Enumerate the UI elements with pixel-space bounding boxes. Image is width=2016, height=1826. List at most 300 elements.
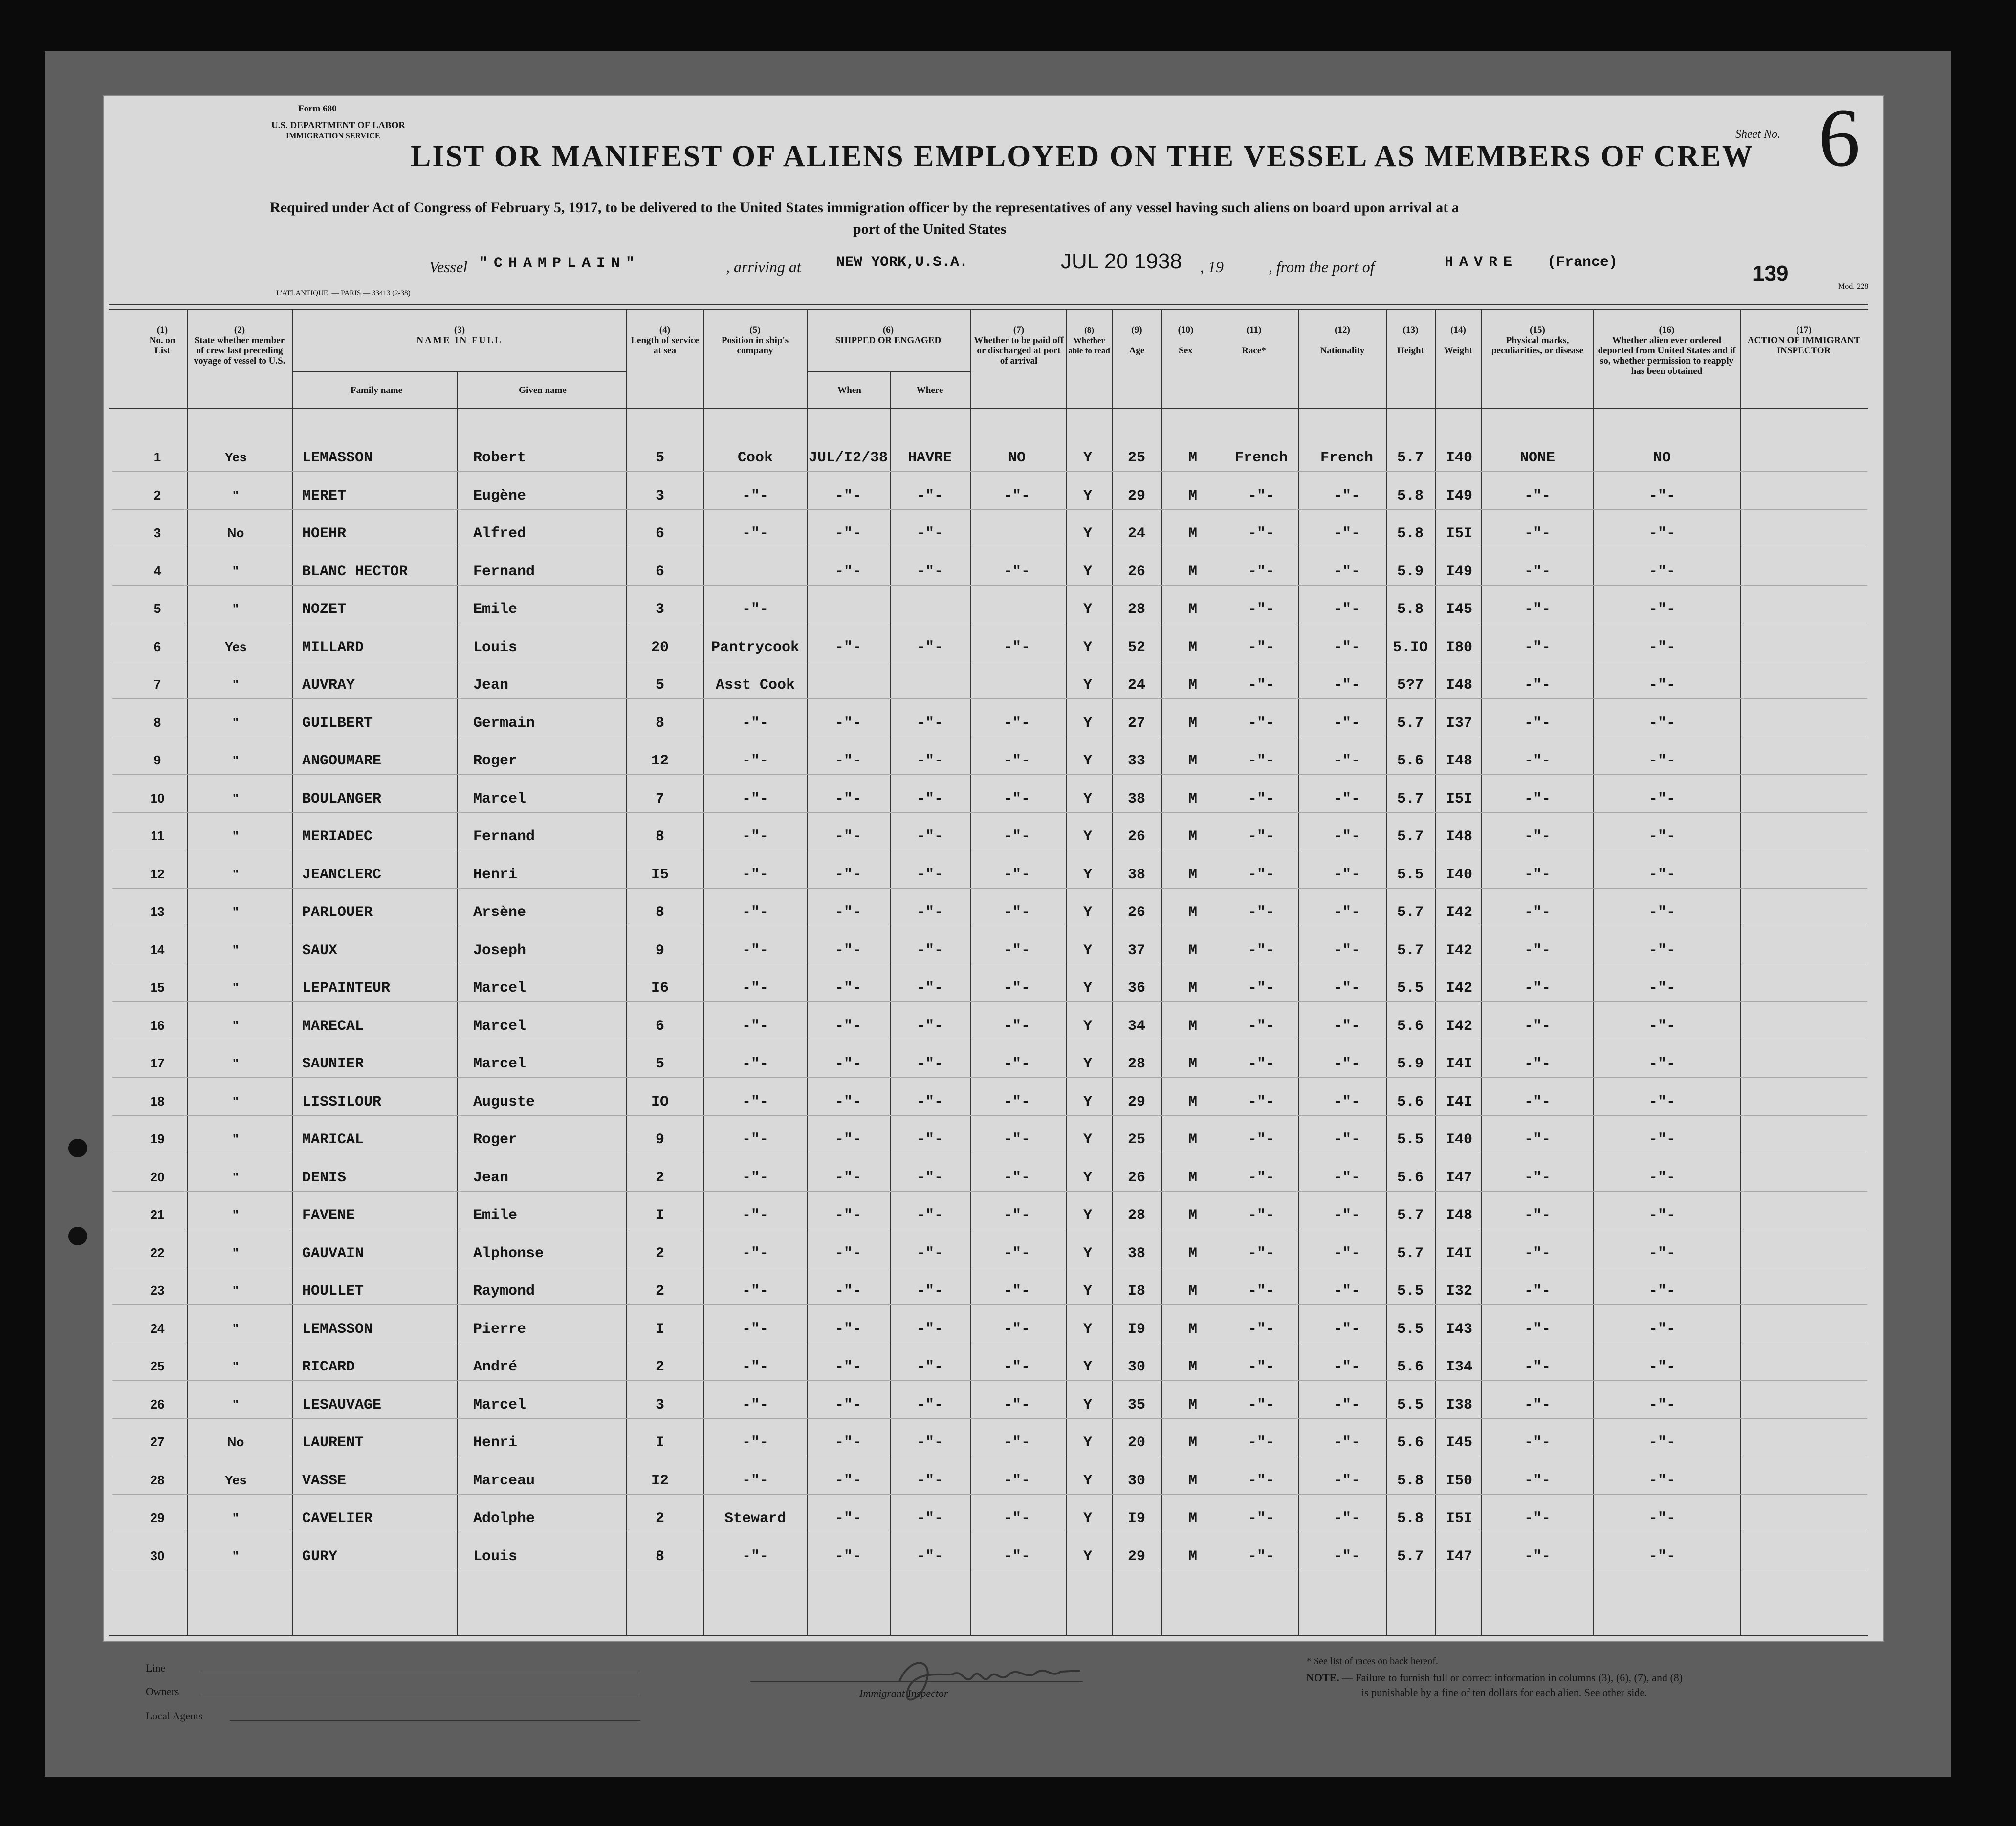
row-number: 8 (153, 715, 161, 730)
race: -"- (1248, 1435, 1275, 1451)
given-name: Jean (473, 677, 509, 694)
family-name: RICARD (302, 1359, 355, 1375)
shipped-where: -"- (916, 1131, 943, 1148)
age: 27 (1127, 715, 1146, 732)
age: 26 (1127, 563, 1146, 580)
row-number: 5 (153, 601, 161, 616)
col-header-17: (17) ACTION OF IMMIGRANT INSPECTOR (1747, 325, 1861, 356)
sex: M (1188, 1056, 1198, 1072)
race: -"- (1248, 715, 1275, 732)
previous-voyage: " (232, 942, 239, 957)
height: 5.6 (1397, 1169, 1424, 1186)
service-length: 8 (655, 904, 665, 921)
physical-marks: -"- (1524, 525, 1551, 542)
row-number: 26 (150, 1396, 165, 1412)
weight: I42 (1446, 942, 1473, 959)
family-name: LEMASSON (302, 1321, 373, 1338)
col-divider (970, 309, 971, 1635)
shipped-where: -"- (916, 980, 943, 997)
race: -"- (1248, 1548, 1275, 1565)
family-name: DENIS (302, 1169, 347, 1186)
paid-off: -"- (1003, 790, 1030, 807)
col-divider (292, 309, 293, 1635)
physical-marks: -"- (1524, 866, 1551, 883)
sex: M (1188, 904, 1198, 921)
given-name: Marcel (473, 980, 526, 997)
sub-rule (292, 371, 626, 372)
previous-voyage: " (232, 1207, 239, 1222)
given-name: Joseph (473, 942, 526, 959)
age: 24 (1127, 677, 1146, 694)
paid-off: -"- (1003, 980, 1030, 997)
height: 5.8 (1397, 1510, 1424, 1527)
deportation-status: -"- (1648, 980, 1676, 997)
col-divider (1481, 309, 1482, 1635)
paid-off: -"- (1003, 487, 1030, 504)
sex: M (1188, 639, 1198, 656)
deportation-status: -"- (1648, 904, 1676, 921)
given-name: Henri (473, 866, 518, 883)
col-divider (1386, 309, 1387, 1635)
deportation-status: -"- (1648, 1359, 1676, 1375)
height: 5.9 (1397, 1056, 1424, 1072)
race: -"- (1248, 790, 1275, 807)
shipped-when: -"- (834, 639, 862, 656)
service-length: 12 (651, 753, 669, 769)
nationality: -"- (1333, 942, 1360, 959)
col-divider (1740, 309, 1741, 1635)
weight: I34 (1446, 1359, 1473, 1375)
position: -"- (742, 1245, 769, 1262)
deportation-status: -"- (1648, 1093, 1676, 1110)
deportation-status: -"- (1648, 639, 1676, 656)
family-name-header: Family name (350, 385, 403, 395)
col-divider (1161, 309, 1162, 1635)
height: 5.5 (1397, 1321, 1424, 1338)
position: -"- (742, 1018, 769, 1035)
shipped-when: -"- (834, 1359, 862, 1375)
service-length: I2 (651, 1472, 669, 1489)
previous-voyage: " (232, 563, 239, 578)
age: 28 (1127, 1207, 1146, 1224)
given-name: Arsène (473, 904, 526, 921)
weight: I40 (1446, 866, 1473, 883)
deportation-status: -"- (1648, 715, 1676, 732)
physical-marks: -"- (1524, 753, 1551, 769)
paid-off: -"- (1003, 1207, 1030, 1224)
race: -"- (1248, 487, 1275, 504)
row-number: 22 (150, 1245, 165, 1260)
shipped-where: -"- (916, 753, 943, 769)
deportation-status: -"- (1648, 677, 1676, 694)
binder-hole (68, 1227, 87, 1245)
weight: I47 (1446, 1548, 1473, 1565)
nationality: -"- (1333, 1396, 1360, 1413)
deportation-status: -"- (1648, 866, 1676, 883)
shipped-where: -"- (916, 866, 943, 883)
previous-voyage: " (232, 1018, 239, 1033)
sex: M (1188, 1283, 1198, 1300)
weight: I42 (1446, 1018, 1473, 1035)
sex: M (1188, 1359, 1198, 1375)
weight: I48 (1446, 753, 1473, 769)
sex: M (1188, 753, 1198, 769)
family-name: MARECAL (302, 1018, 364, 1035)
given-name: Robert (473, 450, 526, 466)
department-name: U.S. DEPARTMENT OF LABOR (271, 120, 405, 130)
previous-voyage: " (232, 1245, 239, 1260)
sex: M (1188, 866, 1198, 883)
paid-off: -"- (1003, 942, 1030, 959)
weight: I4I (1446, 1245, 1473, 1262)
physical-marks: -"- (1524, 1510, 1551, 1527)
given-name: Alphonse (473, 1245, 544, 1262)
nationality: -"- (1333, 753, 1360, 769)
deportation-status: -"- (1648, 790, 1676, 807)
age: 26 (1127, 904, 1146, 921)
row-number: 17 (150, 1056, 165, 1070)
nationality: -"- (1333, 1131, 1360, 1148)
shipped-when: -"- (834, 1510, 862, 1527)
position: -"- (742, 790, 769, 807)
shipped-when: -"- (834, 904, 862, 921)
shipped-when: -"- (834, 790, 862, 807)
col-header-9: (9) Age (1129, 325, 1145, 356)
weight: I42 (1446, 904, 1473, 921)
row-rule (112, 888, 1867, 889)
shipped-when: -"- (834, 1056, 862, 1072)
sex: M (1188, 1472, 1198, 1489)
previous-voyage: " (232, 1510, 239, 1525)
paid-off: -"- (1003, 1093, 1030, 1110)
shipped-where: -"- (916, 1472, 943, 1489)
given-name: Marcel (473, 1056, 526, 1072)
race: -"- (1248, 1056, 1275, 1072)
col-header-1: (1) No. on List (149, 325, 175, 356)
row-number: 23 (150, 1283, 165, 1298)
col-header-13: (13) Height (1397, 325, 1424, 356)
position: -"- (742, 1207, 769, 1224)
row-rule (112, 1001, 1867, 1002)
able-to-read: Y (1083, 1169, 1093, 1186)
table-top-rule (109, 304, 1868, 305)
paid-off: -"- (1003, 715, 1030, 732)
row-number: 16 (150, 1018, 165, 1033)
race: -"- (1248, 1245, 1275, 1262)
age: I8 (1127, 1283, 1146, 1300)
shipped-when: -"- (834, 866, 862, 883)
nationality: -"- (1333, 677, 1360, 694)
position: -"- (742, 1321, 769, 1338)
family-name: LESAUVAGE (302, 1396, 382, 1413)
shipped-when: -"- (834, 828, 862, 845)
row-rule (112, 509, 1867, 510)
family-name: MILLARD (302, 639, 364, 656)
paid-off: -"- (1003, 1396, 1030, 1413)
sex: M (1188, 1321, 1198, 1338)
family-name: AUVRAY (302, 677, 355, 694)
nationality: -"- (1333, 563, 1360, 580)
paid-off: NO (1008, 450, 1026, 466)
sex: M (1188, 942, 1198, 959)
age: 25 (1127, 1131, 1146, 1148)
shipped-where: -"- (916, 1018, 943, 1035)
given-name: Jean (473, 1169, 509, 1186)
paid-off: -"- (1003, 1321, 1030, 1338)
paid-off: -"- (1003, 1056, 1030, 1072)
shipped-when: -"- (834, 980, 862, 997)
col-divider (703, 309, 704, 1635)
position: -"- (742, 525, 769, 542)
sheet-number: 6 (1819, 92, 1860, 184)
able-to-read: Y (1083, 525, 1093, 542)
deportation-status: NO (1653, 450, 1671, 466)
deportation-status: -"- (1648, 1510, 1676, 1527)
physical-marks: -"- (1524, 1396, 1551, 1413)
race: -"- (1248, 1131, 1275, 1148)
family-name: GUILBERT (302, 715, 373, 732)
service-length: 2 (655, 1245, 665, 1262)
weight: I50 (1446, 1472, 1473, 1489)
previous-voyage: " (232, 1283, 239, 1298)
family-name: MERET (302, 487, 347, 504)
service-length: 2 (655, 1283, 665, 1300)
height: 5.7 (1397, 790, 1424, 807)
given-name: Henri (473, 1435, 518, 1451)
physical-marks: -"- (1524, 1435, 1551, 1451)
age: 35 (1127, 1396, 1146, 1413)
col-header-16: (16) Whether alien ever ordered deported from United States and if so, whether permission to reapply has been obtained (1598, 325, 1736, 376)
physical-marks: -"- (1524, 1548, 1551, 1565)
row-rule (112, 1494, 1867, 1495)
physical-marks: -"- (1524, 1283, 1551, 1300)
deportation-status: -"- (1648, 1056, 1676, 1072)
sex: M (1188, 677, 1198, 694)
weight: I4I (1446, 1093, 1473, 1110)
row-number: 19 (150, 1131, 165, 1146)
departure-port: HAVRE (1445, 254, 1518, 271)
printer-imprint: L'ATLANTIQUE. — PARIS — 33413 (2-38) (276, 289, 411, 297)
deportation-status: -"- (1648, 942, 1676, 959)
shipped-when: -"- (834, 1435, 862, 1451)
position: -"- (742, 601, 769, 618)
nationality: -"- (1333, 1548, 1360, 1565)
weight: I5I (1446, 1510, 1473, 1527)
col-header-15: (15) Physical marks, peculiarities, or disease (1491, 325, 1584, 356)
nationality: -"- (1333, 1321, 1360, 1338)
family-name: HOULLET (302, 1283, 364, 1300)
arriving-label: , arriving at (726, 258, 801, 276)
col-divider (1298, 309, 1299, 1635)
able-to-read: Y (1083, 450, 1093, 466)
sex: M (1188, 1093, 1198, 1110)
able-to-read: Y (1083, 487, 1093, 504)
able-to-read: Y (1083, 1396, 1093, 1413)
age: 28 (1127, 601, 1146, 618)
weight: I48 (1446, 677, 1473, 694)
service-length: I (655, 1321, 665, 1338)
previous-voyage: " (232, 1056, 239, 1070)
previous-voyage: " (232, 904, 239, 919)
shipped-when: -"- (834, 1093, 862, 1110)
shipped-where: -"- (916, 715, 943, 732)
shipped-where: -"- (916, 563, 943, 580)
race: -"- (1248, 677, 1275, 694)
shipped-where: -"- (916, 1548, 943, 1565)
height: 5.5 (1397, 1283, 1424, 1300)
deportation-status: -"- (1648, 601, 1676, 618)
paid-off: -"- (1003, 866, 1030, 883)
deportation-status: -"- (1648, 1169, 1676, 1186)
sex: M (1188, 790, 1198, 807)
sex: M (1188, 601, 1198, 618)
age: 30 (1127, 1472, 1146, 1489)
height: 5.7 (1397, 450, 1424, 466)
height: 5.5 (1397, 866, 1424, 883)
inspector-label: Immigrant Inspector (859, 1687, 948, 1699)
given-name: Roger (473, 1131, 518, 1148)
physical-marks: -"- (1524, 639, 1551, 656)
col-header-4: (4) Length of service at sea (631, 325, 699, 356)
position: Asst Cook (715, 677, 795, 694)
family-name: SAUNIER (302, 1056, 364, 1072)
race: -"- (1248, 563, 1275, 580)
able-to-read: Y (1083, 639, 1093, 656)
given-name: Alfred (473, 525, 526, 542)
position: -"- (742, 1435, 769, 1451)
family-name: LISSILOUR (302, 1093, 382, 1110)
deportation-status: -"- (1648, 1435, 1676, 1451)
age: 29 (1127, 1093, 1146, 1110)
height: 5?7 (1397, 677, 1424, 694)
nationality: -"- (1333, 1359, 1360, 1375)
mod-number: Mod. 228 (1838, 283, 1869, 291)
service-name: IMMIGRATION SERVICE (286, 132, 380, 140)
height: 5.IO (1392, 639, 1428, 656)
shipped-where: -"- (916, 942, 943, 959)
family-name: ANGOUMARE (302, 753, 382, 769)
service-length: 9 (655, 942, 665, 959)
position: -"- (742, 828, 769, 845)
deportation-status: -"- (1648, 1131, 1676, 1148)
paid-off: -"- (1003, 1131, 1030, 1148)
from-label: , from the port of (1269, 258, 1375, 276)
race: -"- (1248, 601, 1275, 618)
shipped-when: -"- (834, 1472, 862, 1489)
race: -"- (1248, 1207, 1275, 1224)
position: -"- (742, 1396, 769, 1413)
col-divider (1593, 309, 1594, 1635)
service-length: 7 (655, 790, 665, 807)
col-header-11: (11) Race* (1242, 325, 1266, 356)
weight: I5I (1446, 525, 1473, 542)
height: 5.8 (1397, 487, 1424, 504)
sex: M (1188, 563, 1198, 580)
col-header-3: (3) NAME IN FULL (416, 325, 503, 346)
col-header-6: (6) SHIPPED OR ENGAGED (835, 325, 942, 346)
note-line2: is punishable by a fine of ten dollars for each alien. See other side. (1361, 1686, 1647, 1698)
nationality: -"- (1333, 1245, 1360, 1262)
nationality: -"- (1333, 525, 1360, 542)
shipped-when: -"- (834, 1018, 862, 1035)
physical-marks: -"- (1524, 715, 1551, 732)
shipped-when: -"- (834, 753, 862, 769)
previous-voyage: " (232, 1321, 239, 1336)
row-rule (112, 1304, 1867, 1305)
able-to-read: Y (1083, 1245, 1093, 1262)
previous-voyage: No (227, 1435, 244, 1449)
physical-marks: -"- (1524, 1018, 1551, 1035)
physical-marks: -"- (1524, 563, 1551, 580)
physical-marks: -"- (1524, 942, 1551, 959)
nationality: -"- (1333, 904, 1360, 921)
row-number: 3 (153, 525, 161, 540)
given-name: Marcel (473, 790, 526, 807)
paid-off: -"- (1003, 1018, 1030, 1035)
races-note: * See list of races on back hereof. (1306, 1656, 1438, 1667)
shipped-where: -"- (916, 1510, 943, 1527)
physical-marks: -"- (1524, 1207, 1551, 1224)
family-name: LEPAINTEUR (302, 980, 391, 997)
shipped-where: -"- (916, 1169, 943, 1186)
family-name: BOULANGER (302, 790, 382, 807)
shipped-where: -"- (916, 904, 943, 921)
race: -"- (1248, 942, 1275, 959)
col-divider (807, 309, 808, 1635)
service-length: 3 (655, 1396, 665, 1413)
row-number: 29 (150, 1510, 165, 1525)
position: Steward (724, 1510, 787, 1527)
paid-off: -"- (1003, 1472, 1030, 1489)
nationality: -"- (1333, 639, 1360, 656)
able-to-read: Y (1083, 1283, 1093, 1300)
position: -"- (742, 942, 769, 959)
paid-off: -"- (1003, 904, 1030, 921)
deportation-status: -"- (1648, 1396, 1676, 1413)
binder-hole (68, 1139, 87, 1157)
service-length: 2 (655, 1169, 665, 1186)
height: 5.5 (1397, 1396, 1424, 1413)
row-number: 11 (151, 828, 164, 843)
physical-marks: -"- (1524, 1169, 1551, 1186)
position: -"- (742, 1359, 769, 1375)
paid-off: -"- (1003, 753, 1030, 769)
height: 5.7 (1397, 942, 1424, 959)
physical-marks: -"- (1524, 1472, 1551, 1489)
age: 26 (1127, 1169, 1146, 1186)
nationality: -"- (1333, 866, 1360, 883)
previous-voyage: " (232, 601, 239, 616)
position: -"- (742, 1169, 769, 1186)
shipped-when: -"- (834, 942, 862, 959)
able-to-read: Y (1083, 677, 1093, 694)
physical-marks: -"- (1524, 980, 1551, 997)
able-to-read: Y (1083, 790, 1093, 807)
weight: I49 (1446, 487, 1473, 504)
given-name: Fernand (473, 828, 535, 845)
given-name: Louis (473, 639, 518, 656)
weight: I45 (1446, 601, 1473, 618)
sex: M (1188, 450, 1198, 466)
service-length: 2 (655, 1510, 665, 1527)
family-name: FAVENE (302, 1207, 355, 1224)
previous-voyage: " (232, 1131, 239, 1146)
service-length: 3 (655, 487, 665, 504)
race: -"- (1248, 1093, 1275, 1110)
position: -"- (742, 904, 769, 921)
row-number: 12 (150, 866, 165, 881)
race: -"- (1248, 1472, 1275, 1489)
